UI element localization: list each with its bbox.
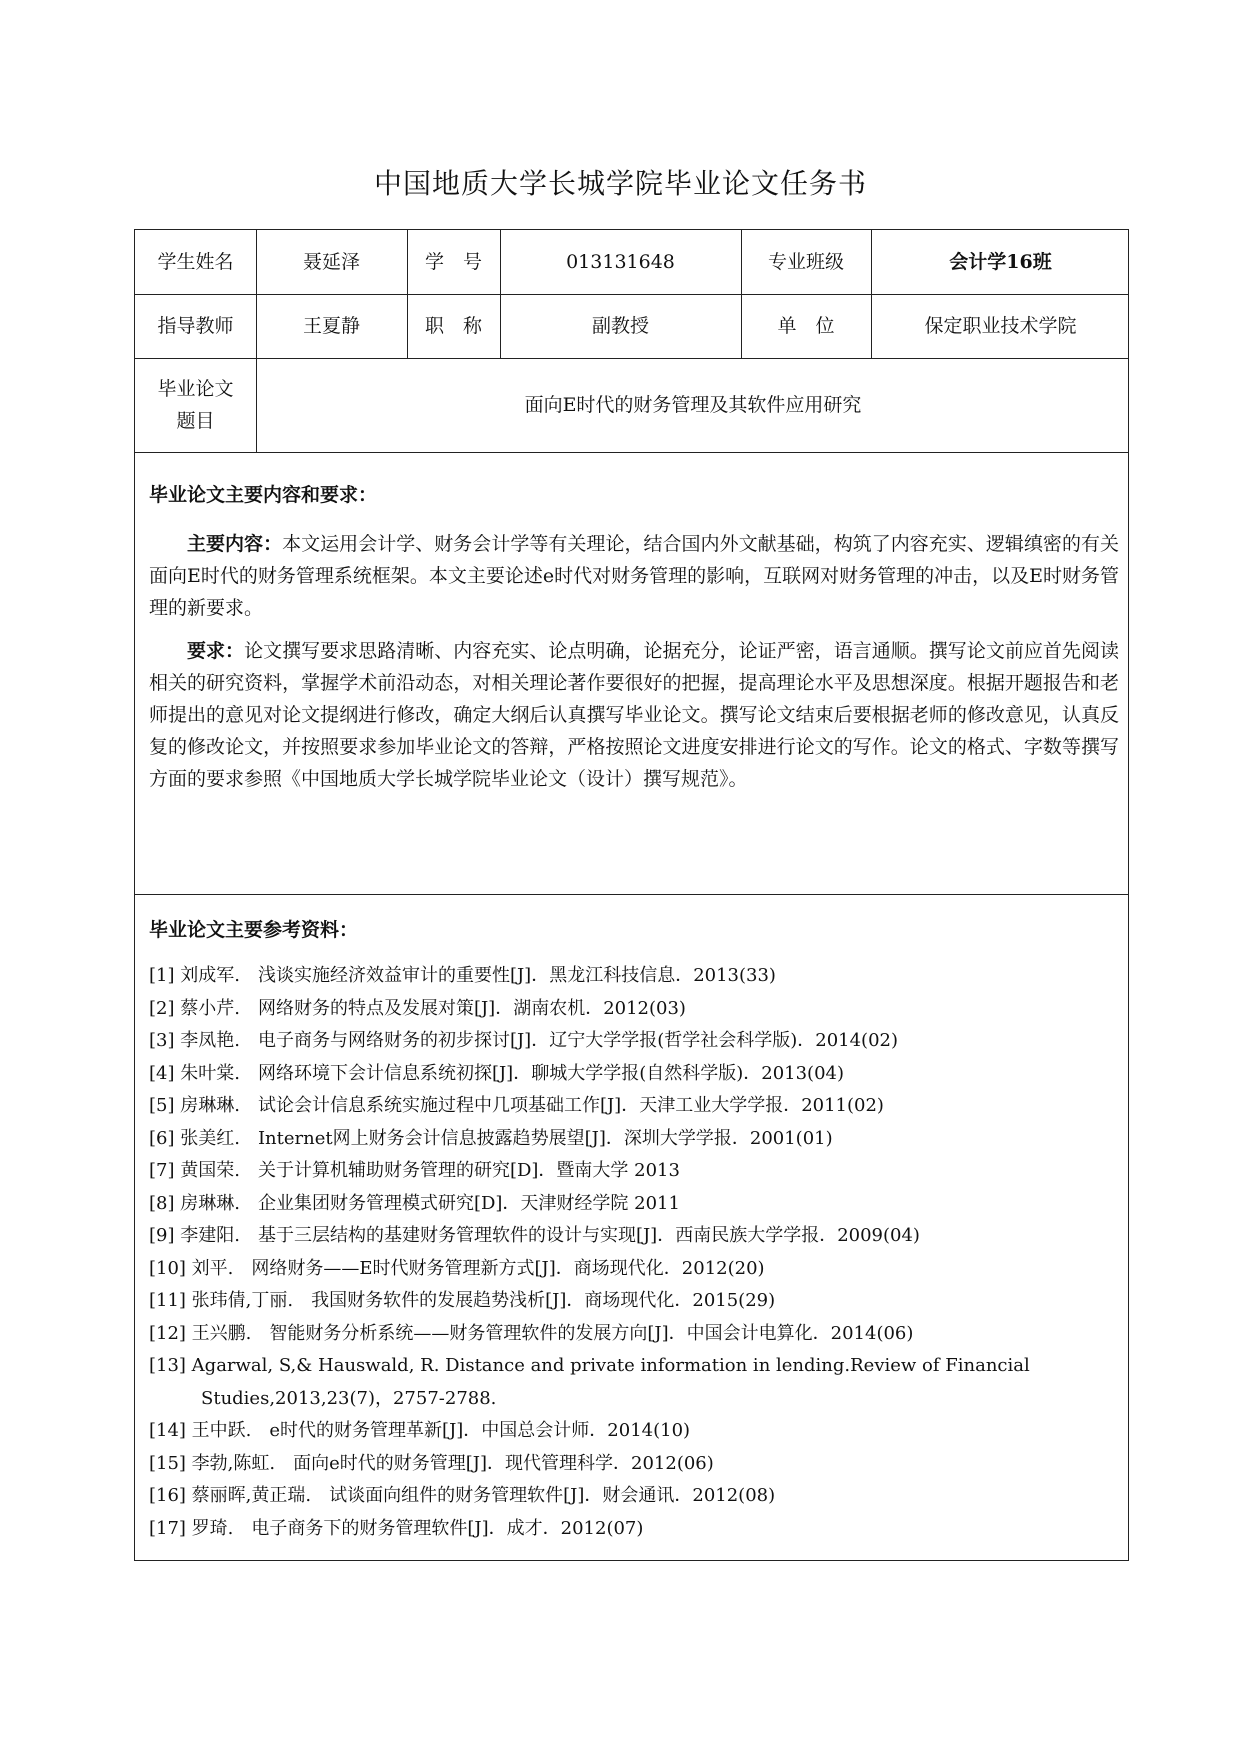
- reference-item: [1] 刘成军. 浅谈实施经济效益审计的重要性[J]．黑龙江科技信息．2013(33): [149, 965, 776, 986]
- main-content-paragraph: [149, 528, 1119, 624]
- unit-value: 保定职业技术学院: [924, 315, 1077, 337]
- student-name-label: 学生姓名: [157, 251, 234, 273]
- reference-item: [11] 张玮倩,丁丽. 我国财务软件的发展趋势浅析[J]．商场现代化．2015(29): [149, 1290, 776, 1311]
- academic-title-label: 职 称: [424, 315, 482, 337]
- requirements-lead: 要求：: [187, 640, 245, 662]
- student-id-label: 学 号: [424, 251, 482, 273]
- reference-item: [5] 房琳琳. 试论会计信息系统实施过程中几项基础工作[J]．天津工业大学学报．2011(02): [149, 1095, 884, 1116]
- major-class-value: 会计学16班: [949, 251, 1052, 273]
- document-title: 中国地质大学长城学院毕业论文任务书: [373, 167, 867, 200]
- thesis-topic-label-line2: 题目: [176, 410, 215, 432]
- reference-item: [8] 房琳琳. 企业集团财务管理模式研究[D]．天津财经学院 2011: [149, 1192, 680, 1214]
- reference-item: [9] 李建阳. 基于三层结构的基建财务管理软件的设计与实现[J]．西南民族大学学报．2009(04): [149, 1225, 920, 1246]
- reference-item: [12] 王兴鹏. 智能财务分析系统——财务管理软件的发展方向[J]．中国会计电算化．2014(06): [149, 1322, 914, 1344]
- main-content-text: 本文运用会计学、财务会计学等有关理论，结合国内外文献基础，构筑了内容充实、逻辑缜密的有关面向E时代的财务管理系统框架。本文主要论述e时代对财务管理的影响，互联网对财务管理的冲击，以及E时财务管理的新要求。: [149, 533, 1119, 619]
- row-divider: [135, 452, 1128, 453]
- references-heading: 毕业论文主要参考资料：: [149, 919, 359, 941]
- student-name-value: 聂延泽: [302, 251, 360, 273]
- reference-item: [16] 蔡丽晖,黄正瑞. 试谈面向组件的财务管理软件[J]．财会通讯．2012(08): [149, 1485, 776, 1506]
- major-class-label: 专业班级: [767, 251, 844, 273]
- reference-item: [13] Agarwal, S,& Hauswald, R. Distance and private information in lending.Review of Financial Studies,2013,23(7)，2757-2788.: [149, 1355, 1030, 1409]
- main-content-lead: 主要内容：: [187, 533, 283, 555]
- content-section-heading: 毕业论文主要内容和要求：: [149, 484, 378, 506]
- academic-title-value: 副教授: [591, 315, 649, 337]
- reference-item: [10] 刘平. 网络财务——E时代财务管理新方式[J]．商场现代化．2012(20): [149, 1257, 765, 1279]
- thesis-topic-label: [135, 358, 256, 452]
- section-divider: [135, 894, 1128, 895]
- reference-item: [4] 朱叶棠. 网络环境下会计信息系统初探[J]．聊城大学学报(自然科学版)．2013(04): [149, 1062, 845, 1084]
- thesis-topic-label-line1: 毕业论文: [157, 378, 234, 400]
- reference-item: [17] 罗琦. 电子商务下的财务管理软件[J]．成才．2012(07): [149, 1517, 644, 1539]
- requirements-text: 论文撰写要求思路清晰、内容充实、论点明确，论据充分，论证严密，语言通顺。撰写论文前应首先阅读相关的研究资料，掌握学术前沿动态，对相关理论著作要很好的把握，提高理论水平及思想深度。根据开题报告和老师提出的意见对论文提纲进行修改，确定大纲后认真撰写毕业论文。撰写论文结束后要根据老师的修改意见，认真反复的修改论文，并按照要求参加毕业论文的答辩，严格按照论文进度安排进行论文的写作。论文的格式、字数等撰写方面的要求参照《中国地质大学长城学院毕业论文（设计）撰写规范》。: [149, 640, 1119, 790]
- reference-item: [15] 李勃,陈虹. 面向e时代的财务管理[J]．现代管理科学．2012(06): [149, 1452, 714, 1474]
- reference-item: [6] 张美红. Internet网上财务会计信息披露趋势展望[J]．深圳大学学报．2001(01): [149, 1127, 833, 1149]
- reference-item: [3] 李凤艳. 电子商务与网络财务的初步探讨[J]．辽宁大学学报(哲学社会科学版)．2014(02): [149, 1030, 899, 1051]
- reference-item: [7] 黄国荣. 关于计算机辅助财务管理的研究[D]．暨南大学 2013: [149, 1160, 680, 1181]
- unit-label: 单 位: [777, 315, 835, 337]
- reference-item: [2] 蔡小芹. 网络财务的特点及发展对策[J]．湖南农机．2012(03): [149, 997, 686, 1019]
- task-table: [134, 229, 1129, 1561]
- student-id-value: 013131648: [566, 251, 675, 273]
- references-list: [149, 960, 1124, 1545]
- thesis-topic-value: 面向E时代的财务管理及其软件应用研究: [524, 394, 862, 416]
- advisor-label: 指导教师: [157, 315, 234, 337]
- advisor-value: 王夏静: [302, 315, 360, 337]
- reference-item: [14] 王中跃. e时代的财务管理革新[J]．中国总会计师．2014(10): [149, 1420, 691, 1441]
- requirements-paragraph: [149, 635, 1119, 795]
